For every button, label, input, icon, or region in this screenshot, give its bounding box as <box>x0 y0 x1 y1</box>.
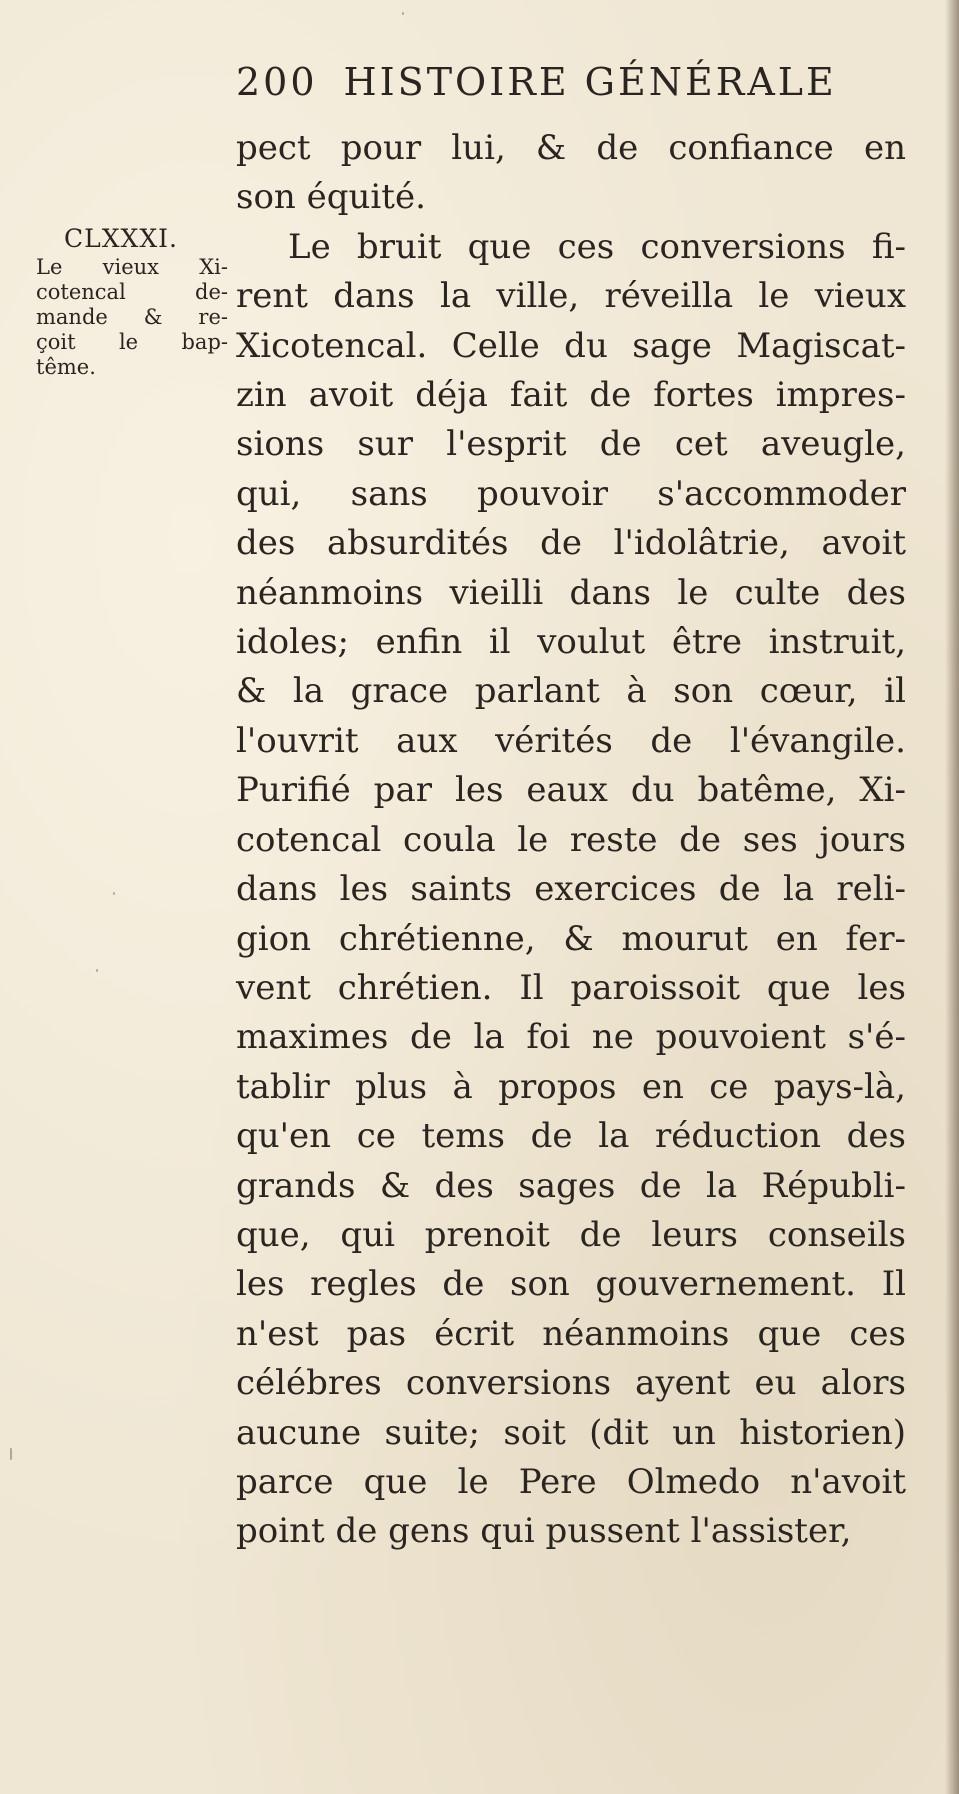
text-line: pect pour lui, & de confiance en <box>236 128 906 168</box>
text-line: & la grace parlant à son cœur, il <box>236 671 906 712</box>
text-line: aucune suite; soit (dit un historien) <box>236 1412 906 1453</box>
text-line: Le bruit que ces conversions fi- <box>288 226 906 267</box>
paper-speck <box>113 892 115 895</box>
text-line: qu'en ce tems de la réduction des <box>236 1116 906 1157</box>
text-line: point de gens qui pussent l'assister, <box>236 1511 852 1552</box>
margin-line: mande & re- <box>36 305 228 329</box>
margin-line: cotencal de- <box>36 280 228 304</box>
margin-line: Le vieux Xi- <box>36 255 228 279</box>
text-line: célébres conversions ayent eu alors <box>236 1363 906 1404</box>
text-line: Xicotencal. Celle du sage Magiscat- <box>236 325 906 366</box>
text-line: tablir plus à propos en ce pays-là, <box>236 1066 906 1107</box>
body-text <box>236 124 906 1557</box>
marginal-note <box>36 226 228 380</box>
text-line: sions sur l'esprit de cet aveugle, <box>236 424 906 465</box>
text-line: maximes de la foi ne pouvoient s'é- <box>236 1017 906 1058</box>
text-line: qui, sans pouvoir s'accommoder <box>236 473 906 514</box>
text-line: idoles; enfin il voulut être instruit, <box>236 622 906 663</box>
text-line: les regles de son gouvernement. Il <box>236 1264 906 1305</box>
text-line: Purifié par les eaux du batême, Xi- <box>236 770 906 811</box>
running-title: HISTOIRE GÉNÉRALE <box>343 60 837 104</box>
text-line: parce que le Pere Olmedo n'avoit <box>236 1461 906 1502</box>
text-line: dans les saints exercices de la reli- <box>236 869 906 910</box>
paper-speck <box>10 1448 12 1460</box>
margin-line: tême. <box>36 355 96 379</box>
text-line: l'ouvrit aux vérités de l'évangile. <box>236 720 906 761</box>
section-number: CLXXXI. <box>64 224 178 253</box>
text-line: des absurdités de l'idolâtrie, avoit <box>236 523 906 564</box>
running-header <box>236 60 896 104</box>
page-edge-shadow <box>945 0 959 1794</box>
text-line: son équité. <box>236 177 426 218</box>
paper-speck <box>402 12 404 15</box>
page-number: 200 <box>236 60 318 104</box>
text-line: vent chrétien. Il paroissoit que les <box>236 967 906 1008</box>
margin-line: çoit le bap- <box>36 330 228 354</box>
text-line: néanmoins vieilli dans le culte des <box>236 572 906 613</box>
text-line: zin avoit déja fait de fortes impres- <box>236 375 906 416</box>
text-line: que, qui prenoit de leurs conseils <box>236 1214 906 1255</box>
text-line: n'est pas écrit néanmoins que ces <box>236 1313 906 1354</box>
text-line: cotencal coula le reste de ses jours <box>236 819 906 860</box>
text-line: rent dans la ville, réveilla le vieux <box>236 276 906 317</box>
paper-speck <box>96 969 98 972</box>
text-line: gion chrétienne, & mourut en fer- <box>236 918 906 959</box>
text-line: grands & des sages de la Républi- <box>236 1165 906 1206</box>
